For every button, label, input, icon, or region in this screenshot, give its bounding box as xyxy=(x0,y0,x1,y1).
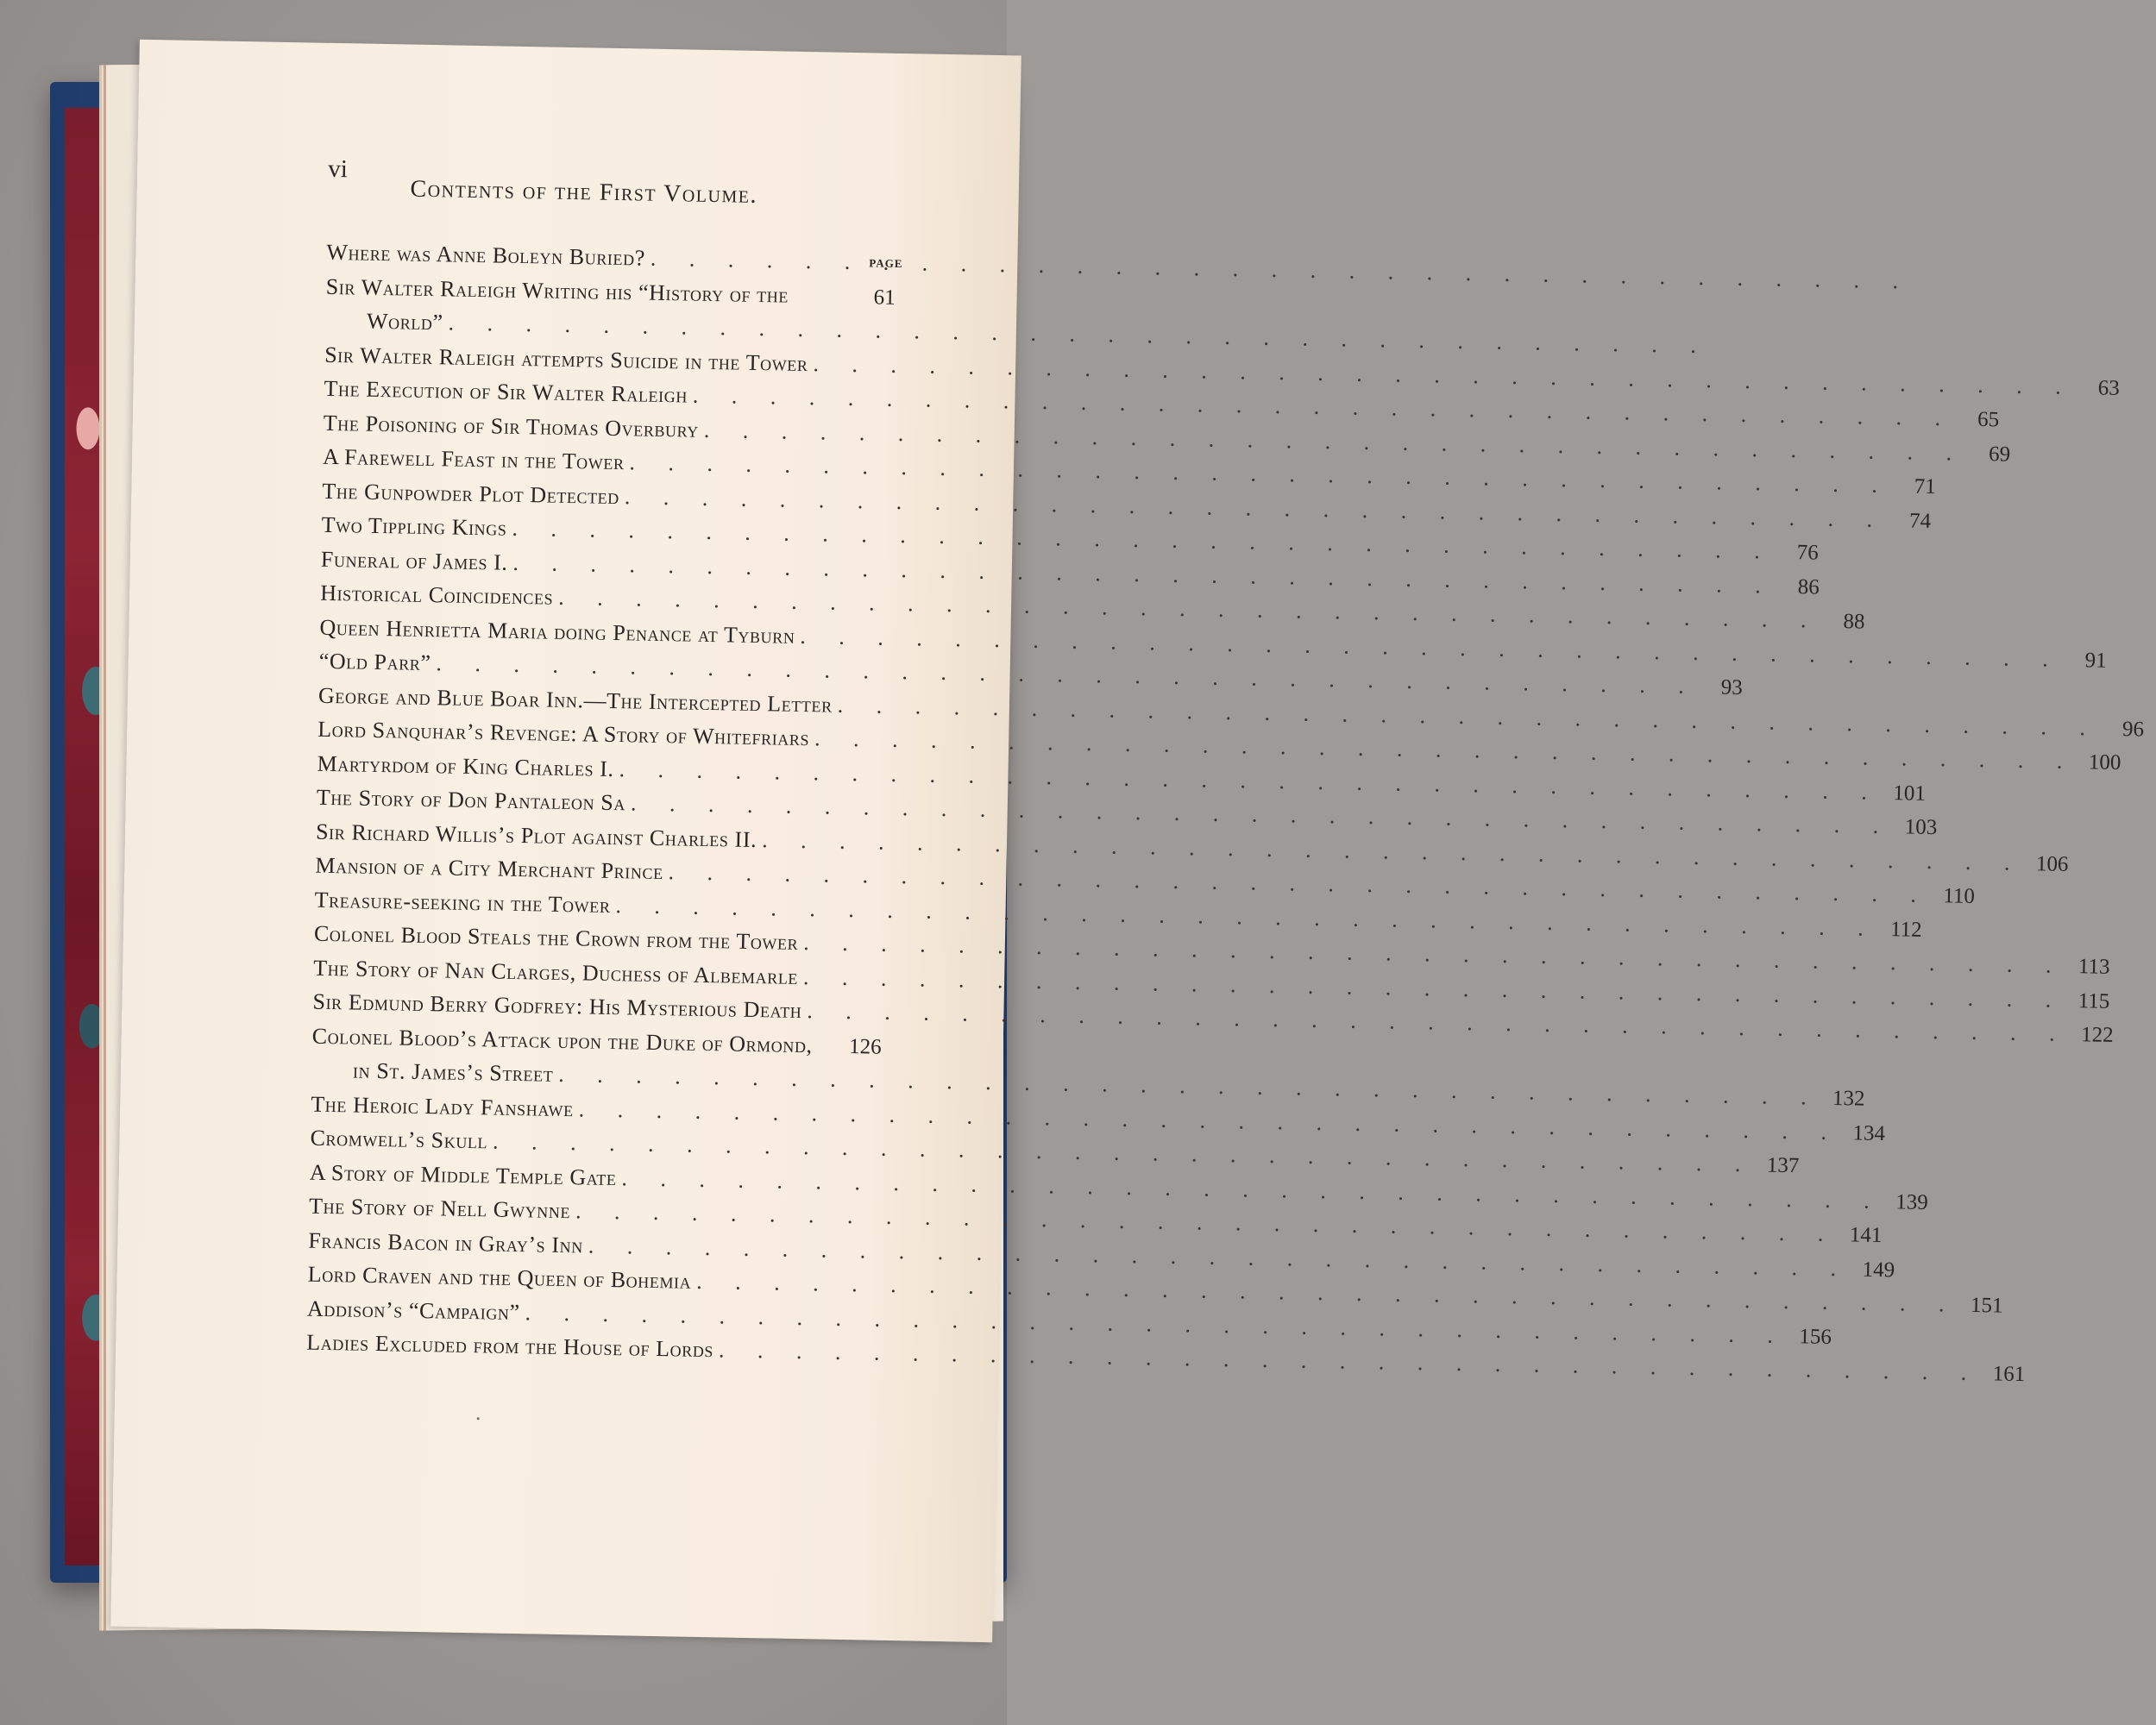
toc-entry-title: Two Tippling Kings xyxy=(321,511,507,541)
toc-entry-title: Colonel Blood’s Attack upon the Duke of Ormond, xyxy=(311,1023,813,1057)
toc-entry-page: 115 xyxy=(2077,988,2110,1013)
toc-entry-page: 141 xyxy=(1849,1223,1883,1248)
toc-entry-page: 161 xyxy=(1992,1362,2026,1387)
toc-entry-title: Mansion of a City Merchant Prince xyxy=(315,852,663,885)
toc-entry-title: The Poisoning of Sir Thomas Overbury xyxy=(323,410,700,442)
toc-entry-page: 113 xyxy=(2077,955,2110,979)
toc-entry-title: Ladies Excluded from the House of Lords xyxy=(306,1329,714,1363)
toc-entry-page: 88 xyxy=(1843,610,1865,634)
toc-entry-title: Francis Bacon in Gray’s Inn xyxy=(308,1227,584,1258)
toc-entry-page: 149 xyxy=(1862,1258,1895,1282)
toc-dot-leader xyxy=(794,302,851,303)
toc-entry-title: “Old Parr” xyxy=(318,648,431,676)
toc-entry-page: 61 xyxy=(873,285,896,310)
toc-entry-page: 151 xyxy=(1970,1293,2003,1318)
book-page xyxy=(110,40,2145,1642)
page-column-label: PAGE xyxy=(869,256,903,271)
toc-entry-page: 65 xyxy=(1977,407,2000,432)
toc-entry-page: 106 xyxy=(2035,851,2069,876)
toc-entry-page xyxy=(1917,289,1957,290)
toc-entry-page: 86 xyxy=(1797,574,1820,599)
toc-entry-page: 101 xyxy=(1893,781,1927,806)
toc-entry-page: 93 xyxy=(1720,675,1744,699)
toc-entry-title: in St. James’s Street xyxy=(352,1057,554,1087)
toc-entry-page: 100 xyxy=(2088,750,2121,775)
toc-entry-title: Lord Craven and the Queen of Bohemia xyxy=(307,1261,692,1294)
toc-entry-page: 139 xyxy=(1895,1189,1929,1214)
toc-entry-title: Where was Anne Boleyn Buried? xyxy=(326,239,646,271)
toc-entry-title: The Story of Don Pantaleon Sa xyxy=(316,784,626,816)
toc-entry-title: Funeral of James I. xyxy=(320,546,508,575)
toc-entry-title: The Gunpowder Plot Detected xyxy=(322,478,620,509)
toc-entry-title: A Farewell Feast in the Tower xyxy=(322,443,625,475)
toc-entry-page: 132 xyxy=(1832,1086,1865,1111)
toc-entry-page: 126 xyxy=(848,1034,882,1059)
toc-entry-page xyxy=(1715,353,1755,354)
toc-entry-page: 156 xyxy=(1799,1324,1832,1349)
toc-entry-page: 91 xyxy=(2084,648,2107,673)
toc-entry-title: Treasure-seeking in the Tower xyxy=(314,887,611,918)
toc-entry-page: 76 xyxy=(1796,541,1819,565)
toc-entry-page: 110 xyxy=(1943,884,1976,908)
toc-entry-title: Sir Walter Raleigh Writing his “History of the xyxy=(325,273,789,308)
toc-entry-page: 122 xyxy=(2080,1023,2114,1047)
toc-entry-page: 134 xyxy=(1852,1120,1886,1145)
toc-entry-title: A Story of Middle Temple Gate xyxy=(309,1159,617,1190)
toc-entry-title: Colonel Blood Steals the Crown from the Tower xyxy=(313,920,799,955)
toc-entry-title: George and Blue Boar Inn.—The Intercepted Letter xyxy=(317,682,833,718)
toc-entry-title: Sir Walter Raleigh attempts Suicide in the Tower xyxy=(324,342,808,376)
toc-entry-title: The Execution of Sir Walter Raleigh xyxy=(324,375,688,408)
running-head: Contents of the First Volume. xyxy=(410,175,758,209)
toc-entry-title: Martyrdom of King Charles I. xyxy=(317,750,614,781)
toc-entry-title: Lord Sanquhar’s Revenge: A Story of Whitefriars xyxy=(317,716,810,751)
toc-entry-page: 103 xyxy=(1904,815,1938,840)
toc-entry-title: Sir Edmund Berry Godfrey: His Mysterious Death xyxy=(312,988,802,1024)
toc-entry-title: Cromwell’s Skull xyxy=(310,1125,488,1154)
toc-entry-page: 63 xyxy=(2097,375,2121,400)
toc-entry-title: Addison’s “Campaign” xyxy=(306,1295,520,1325)
toc-entry-page: 137 xyxy=(1766,1153,1800,1178)
paper-fleck xyxy=(477,1417,480,1420)
toc-entry-title: The Story of Nan Clarges, Duchess of Albemarle xyxy=(312,955,799,989)
toc-entry-page: 74 xyxy=(1908,508,1932,533)
toc-entry-title: Sir Richard Willis’s Plot against Charles II. xyxy=(315,819,757,852)
toc-entry-title: The Heroic Lady Fanshawe xyxy=(311,1091,575,1121)
toc-entry-title: Queen Henrietta Maria doing Penance at Tyburn xyxy=(319,614,795,649)
toc-entry-page: 112 xyxy=(1889,917,1922,942)
toc-entry-title: Historical Coincidences xyxy=(319,580,554,610)
toc-entry-title: The Story of Nell Gwynne xyxy=(308,1193,571,1224)
toc-entry-title: World” xyxy=(366,308,443,336)
toc-entry-page: 69 xyxy=(1988,442,2011,467)
toc-entry-page: 71 xyxy=(1914,474,1937,499)
table-of-contents xyxy=(306,239,2145,1387)
toc-entry-page: 96 xyxy=(2121,717,2145,741)
page-folio: vi xyxy=(327,154,349,184)
